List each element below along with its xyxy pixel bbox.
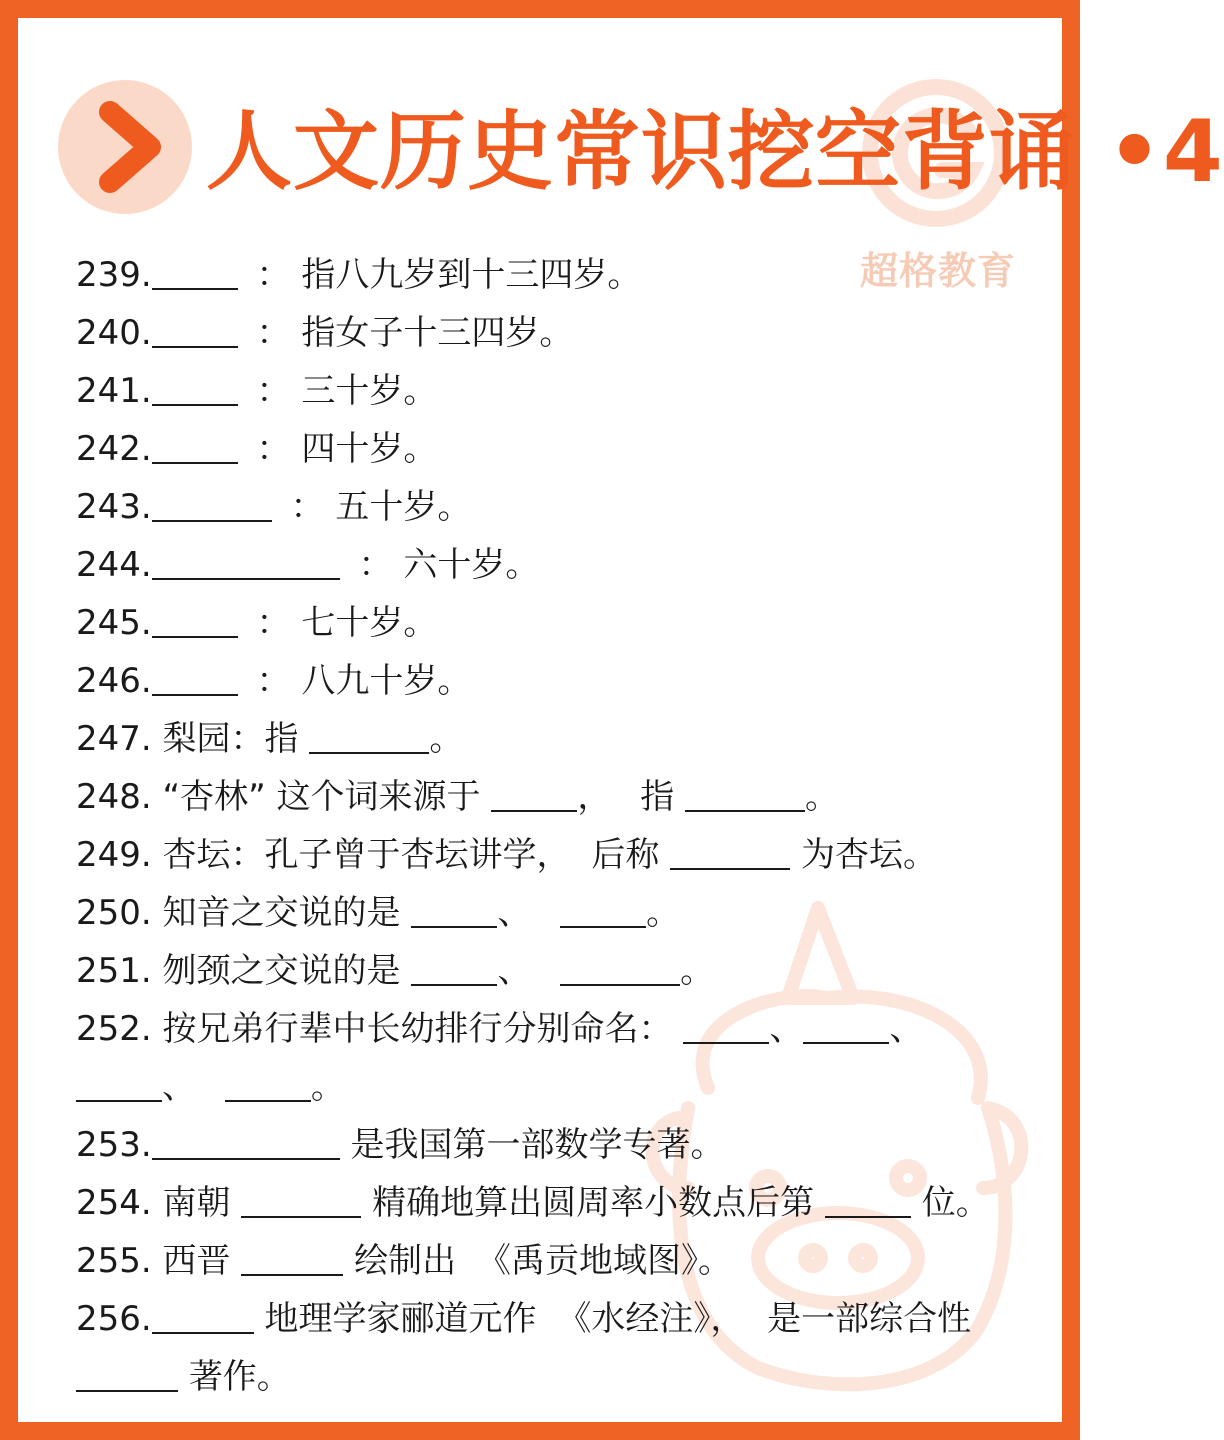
colon: ： [256,313,291,353]
question-text: 、 [162,1067,196,1107]
answer-blank[interactable] [683,1006,769,1044]
answer-blank[interactable] [670,832,790,870]
question-text: 六十岁。 [403,545,540,585]
question-text: 、 [497,893,532,933]
question-number: 255. [76,1241,152,1281]
question-text: 南朝 [162,1183,231,1223]
answer-blank[interactable] [152,310,238,348]
question-text: 八九十岁。 [301,661,472,701]
question-text: 五十岁。 [335,487,472,527]
colon: ： [256,371,291,411]
question-243 [76,478,1056,536]
question-number: 239. [76,255,152,295]
question-number: 248. [76,777,152,817]
question-text: 梨园：指 [162,719,299,759]
question-255 [76,1232,1056,1290]
question-250 [76,884,1056,942]
colon: ： [358,545,393,585]
header [56,80,1224,220]
question-number: 247. [76,719,152,759]
question-text: ， [577,777,612,817]
question-254 [76,1174,1056,1232]
question-252 [76,1000,1056,1058]
question-number: 246. [76,661,152,701]
answer-blank[interactable] [152,252,238,290]
answer-blank[interactable] [560,948,680,986]
question-text: 为杏坛。 [800,835,937,875]
colon: ： [256,661,291,701]
question-text: 刎颈之交说的是 [162,951,401,991]
question-number: 241. [76,371,152,411]
question-number: 244. [76,545,152,585]
question-text: 。 [429,719,464,759]
question-text: 四十岁。 [301,429,438,469]
question-242 [76,420,1056,478]
page-title [206,102,1224,202]
question-241 [76,362,1056,420]
question-number: 256. [76,1299,152,1339]
question-number: 252. [76,1009,152,1049]
question-text: 指女子十三四岁。 [301,313,574,353]
question-256-continued [76,1348,1056,1406]
question-number: 240. [76,313,152,353]
answer-blank[interactable] [241,1238,343,1276]
question-text: 指八九岁到十三四岁。 [301,255,642,295]
question-text: 。 [805,777,839,817]
question-number: 251. [76,951,152,991]
question-239 [76,246,1056,304]
answer-blank[interactable] [76,1354,178,1392]
answer-blank[interactable] [491,774,577,812]
question-text: 。 [680,951,715,991]
question-text: 绘制出 [354,1241,457,1281]
question-number: 250. [76,893,152,933]
answer-blank[interactable] [76,1064,162,1102]
question-text: 、 [497,951,532,991]
question-text: 是我国第一部数学专著。 [350,1125,725,1165]
question-text: “杏林” 这个词来源于 [162,777,481,817]
answer-blank[interactable] [241,1180,361,1218]
answer-blank[interactable] [825,1180,911,1218]
question-text: 著作。 [188,1357,291,1397]
question-text: 知音之交说的是 [162,893,401,933]
question-240 [76,304,1056,362]
chevron-right-icon [58,80,192,214]
question-246 [76,652,1056,710]
question-text: 、 [769,1009,804,1049]
question-text: 《水经注》， [557,1299,745,1339]
colon: ： [256,429,291,469]
answer-blank[interactable] [560,890,646,928]
question-text: 按兄弟行辈中长幼排行分别命名： [162,1009,673,1049]
question-256 [76,1290,1056,1348]
answer-blank[interactable] [152,542,340,580]
answer-blank[interactable] [411,948,497,986]
answer-blank[interactable] [225,1064,311,1102]
question-text: 位。 [921,1183,990,1223]
question-text: 是一部综合性 [767,1299,972,1339]
question-text: 西晋 [162,1241,231,1281]
question-number: 253. [76,1125,152,1165]
question-text: 。 [646,893,681,933]
question-text: 指 [640,777,675,817]
answer-blank[interactable] [152,658,238,696]
question-251 [76,942,1056,1000]
title-text: 人文历史常识挖空背诵 [206,102,1076,202]
question-text: 《禹贡地域图》。 [476,1241,732,1281]
question-number: 254. [76,1183,152,1223]
question-245 [76,594,1056,652]
question-text: 地理学家郦道元作 [264,1299,537,1339]
brand-watermark: 超格教育 [860,249,1017,293]
colon: ： [256,603,291,643]
answer-blank[interactable] [685,774,805,812]
title-badge: •4 [1106,102,1224,202]
question-248 [76,768,1056,826]
question-text: 、 [889,1009,924,1049]
question-253 [76,1116,1056,1174]
arrow-badge [58,80,192,214]
colon: ： [290,487,325,527]
question-text: 后称 [591,835,660,875]
answer-blank[interactable] [411,890,497,928]
question-list [76,246,1056,1406]
answer-blank[interactable] [152,368,238,406]
question-249 [76,826,1056,884]
question-text: 。 [310,1067,345,1107]
answer-blank[interactable] [152,600,238,638]
answer-blank[interactable] [152,426,238,464]
question-number: 243. [76,487,152,527]
question-text: 杏坛：孔子曾于杏坛讲学， [162,835,571,875]
question-number: 242. [76,429,152,469]
answer-blank[interactable] [152,1296,254,1334]
answer-blank[interactable] [152,484,272,522]
answer-blank[interactable] [309,716,429,754]
question-text: 七十岁。 [301,603,438,643]
question-number: 245. [76,603,152,643]
question-number: 249. [76,835,152,875]
answer-blank[interactable] [803,1006,889,1044]
answer-blank[interactable] [152,1122,340,1160]
question-247 [76,710,1056,768]
question-text: 三十岁。 [301,371,438,411]
question-244 [76,536,1056,594]
question-text: 精确地算出圆周率小数点后第 [372,1183,815,1223]
question-252-continued [76,1058,1056,1116]
colon: ： [256,255,291,295]
